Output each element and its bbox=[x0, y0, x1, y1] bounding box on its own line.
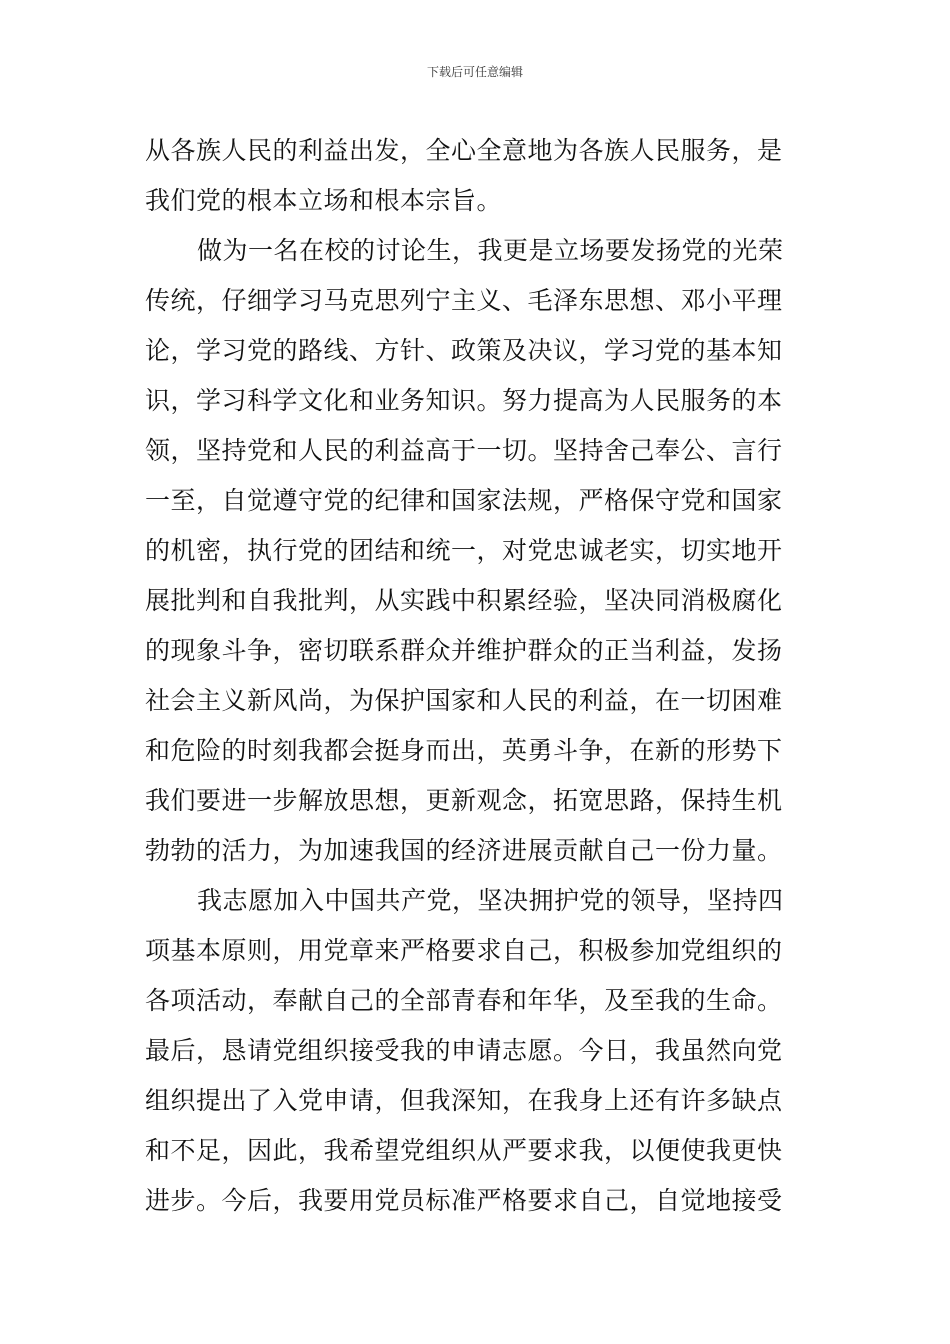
paragraph-start-line: 我志愿加入中国共产党，坚决拥护党的领导，坚持四 bbox=[197, 886, 784, 915]
text-line: 论，学习党的路线、方针、政策及决议，学习党的基本知 bbox=[145, 336, 783, 365]
text-line: 勃勃的活力，为加速我国的经济进展贡献自己一份力量。 bbox=[145, 836, 783, 865]
text-line: 项基本原则，用党章来严格要求自己，积极参加党组织的 bbox=[145, 936, 783, 965]
text-line: 我们要进一步解放思想，更新观念，拓宽思路，保持生机 bbox=[145, 786, 783, 815]
text-line: 组织提出了入党申请，但我深知，在我身上还有许多缺点 bbox=[145, 1086, 783, 1115]
text-line: 社会主义新风尚，为保护国家和人民的利益，在一切困难 bbox=[145, 686, 783, 715]
document-body bbox=[145, 126, 805, 1226]
text-line: 进步。今后，我要用党员标准严格要求自己，自觉地接受 bbox=[145, 1186, 783, 1215]
text-line: 的机密，执行党的团结和统一，对党忠诚老实，切实地开 bbox=[145, 536, 783, 565]
text-line: 识，学习科学文化和业务知识。努力提高为人民服务的本 bbox=[145, 386, 783, 415]
text-line: 领，坚持党和人民的利益高于一切。坚持舍己奉公、言行 bbox=[145, 436, 783, 465]
text-line: 传统，仔细学习马克思列宁主义、毛泽东思想、邓小平理 bbox=[145, 286, 783, 315]
text-line: 和危险的时刻我都会挺身而出，英勇斗争，在新的形势下 bbox=[145, 736, 783, 765]
page-header: 下载后可任意编辑 bbox=[426, 65, 523, 79]
text-line: 一至，自觉遵守党的纪律和国家法规，严格保守党和国家 bbox=[145, 486, 783, 515]
text-line: 的现象斗争，密切联系群众并维护群众的正当利益，发扬 bbox=[145, 636, 783, 665]
text-line: 各项活动，奉献自己的全部青春和年华，及至我的生命。 bbox=[145, 986, 783, 1015]
paragraph-start-line: 做为一名在校的讨论生，我更是立场要发扬党的光荣 bbox=[197, 236, 784, 265]
text-line: 最后，恳请党组织接受我的申请志愿。今日，我虽然向党 bbox=[145, 1036, 783, 1065]
text-line: 展批判和自我批判，从实践中积累经验，坚决同消极腐化 bbox=[145, 586, 783, 615]
text-line: 我们党的根本立场和根本宗旨。 bbox=[145, 186, 503, 215]
text-line: 和不足，因此，我希望党组织从严要求我，以便使我更快 bbox=[145, 1136, 783, 1165]
text-line: 从各族人民的利益出发，全心全意地为各族人民服务，是 bbox=[145, 136, 783, 165]
